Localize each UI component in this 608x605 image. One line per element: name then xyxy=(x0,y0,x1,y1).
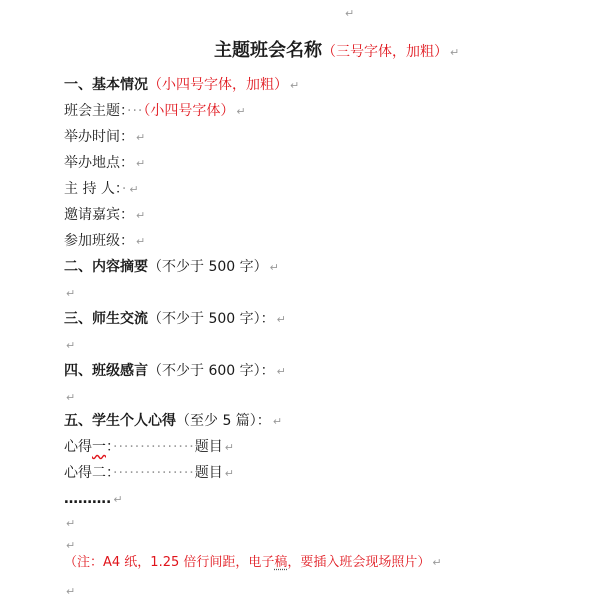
field-format-note: （小四号字体） xyxy=(143,103,235,119)
field-host xyxy=(64,180,139,199)
paragraph-mark: ↵ xyxy=(66,339,76,352)
paragraph-mark: ↵ xyxy=(450,46,460,59)
section-exchange xyxy=(64,310,286,329)
paragraph-mark: ↵ xyxy=(66,517,76,530)
paragraph-mark: ↵ xyxy=(290,79,300,92)
section-heading: 五、学生个人心得 xyxy=(64,413,176,429)
section-heading: 一、基本情况 xyxy=(64,77,148,93)
empty-paragraph xyxy=(343,4,354,23)
paragraph-mark: ↵ xyxy=(224,467,234,480)
ellipsis-text: ………. xyxy=(64,491,112,507)
reflection-label: 心得 xyxy=(64,439,92,455)
blank-dots: · xyxy=(121,181,128,197)
reflection-label: 心得二： xyxy=(64,465,113,481)
reflection-colon: ： xyxy=(106,439,113,455)
paragraph-mark: ↵ xyxy=(136,131,146,144)
section-summary xyxy=(64,258,279,277)
title-text: 主题班会名称 xyxy=(214,40,322,61)
field-label: 举办时间： xyxy=(64,129,134,145)
paragraph-mark: ↵ xyxy=(276,313,286,326)
field-theme xyxy=(64,102,246,121)
section-requirement: （至少 5 篇）： xyxy=(176,413,271,429)
paragraph-mark: ↵ xyxy=(432,556,442,569)
footnote xyxy=(64,554,442,572)
section-class-remarks xyxy=(64,362,286,381)
section-format-note: （小四号字体，加粗） xyxy=(148,77,288,93)
paragraph-mark: ↵ xyxy=(269,261,279,274)
paragraph-mark: ↵ xyxy=(66,391,76,404)
paragraph-mark: ↵ xyxy=(345,7,355,20)
document-title xyxy=(214,40,459,64)
section-requirement: （不少于 600 字）： xyxy=(148,363,275,379)
empty-paragraph xyxy=(64,284,75,303)
empty-paragraph xyxy=(64,388,75,407)
empty-paragraph xyxy=(64,514,75,533)
field-label: 举办地点： xyxy=(64,155,134,171)
blank-dots: ··············· xyxy=(113,439,195,455)
title-format-note: （三号字体，加粗） xyxy=(322,44,448,60)
paragraph-mark: ↵ xyxy=(272,415,283,428)
empty-paragraph xyxy=(64,336,75,355)
field-label: 主 持 人： xyxy=(64,181,122,197)
footnote-text-end: ，要插入班会现场照片） xyxy=(287,555,431,570)
footnote-underlined-char: 稿 xyxy=(274,555,288,570)
paragraph-mark: ↵ xyxy=(136,157,146,170)
paragraph-mark: ↵ xyxy=(129,183,139,196)
ellipsis-line xyxy=(64,490,123,509)
paragraph-mark: ↵ xyxy=(113,493,123,506)
section-basic-info xyxy=(64,76,299,95)
spellcheck-underlined-text: 一 xyxy=(92,439,106,455)
reflection-title-label: 题目 xyxy=(194,465,223,481)
paragraph-mark: ↵ xyxy=(66,287,76,300)
paragraph-mark: ↵ xyxy=(224,441,234,454)
footnote-text-start: （注：A4 纸，1.25 倍行间距，电子 xyxy=(64,555,275,570)
paragraph-mark: ↵ xyxy=(66,585,76,598)
paragraph-mark: ↵ xyxy=(136,209,146,222)
reflection-title-label: 题目 xyxy=(194,439,223,455)
paragraph-mark: ↵ xyxy=(136,235,146,248)
section-heading: 四、班级感言 xyxy=(64,363,148,379)
empty-paragraph xyxy=(64,536,75,555)
section-heading: 二、内容摘要 xyxy=(64,259,148,275)
reflection-one xyxy=(64,438,234,457)
field-label: 参加班级： xyxy=(64,233,134,249)
field-guests xyxy=(64,206,145,225)
empty-paragraph xyxy=(64,582,75,601)
field-place xyxy=(64,154,145,173)
section-student-reflections xyxy=(64,412,282,431)
field-classes xyxy=(64,232,145,251)
section-heading: 三、师生交流 xyxy=(64,311,148,327)
field-label: 邀请嘉宾： xyxy=(64,207,134,223)
blank-dots: ··············· xyxy=(113,465,195,481)
section-requirement: （不少于 500 字） xyxy=(148,259,268,275)
blank-dots: ··· xyxy=(127,103,144,119)
paragraph-mark: ↵ xyxy=(276,365,286,378)
field-time xyxy=(64,128,145,147)
section-requirement: （不少于 500 字）： xyxy=(148,311,275,327)
paragraph-mark: ↵ xyxy=(66,539,76,552)
reflection-two xyxy=(64,464,234,483)
paragraph-mark: ↵ xyxy=(236,105,246,118)
field-label: 班会主题： xyxy=(64,103,127,119)
